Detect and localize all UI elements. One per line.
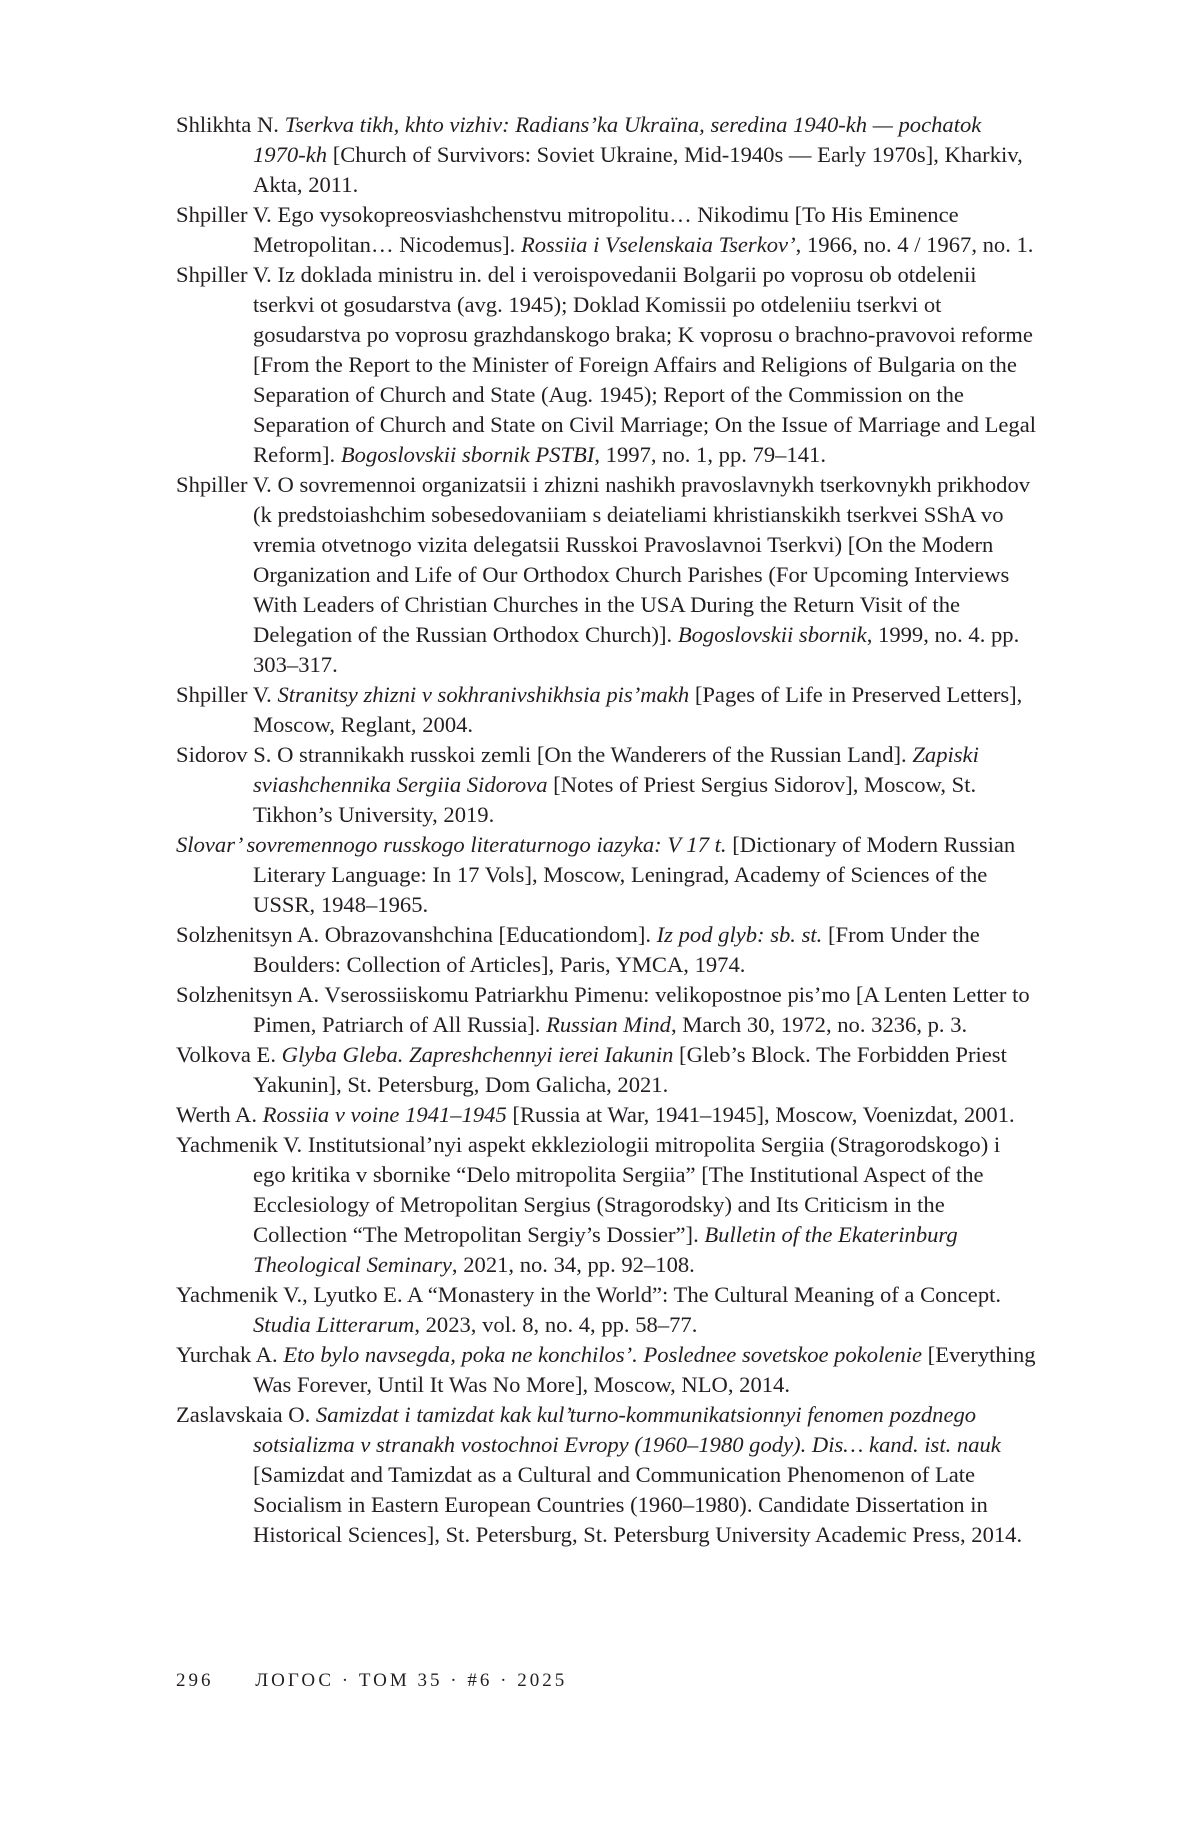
entry-text: [Notes of Priest Sergius Sidorov], Moscow, St. Tikhon’s University, 2019. [253, 772, 977, 827]
entry-title-italic: Samizdat i tamizdat kak kul’turno-kommunikatsionnyi fenomen pozdnego sotsializma v stranakh vostochnoi Evropy (1960–1980 gody). Dis… kand. ist. nauk [253, 1402, 1001, 1457]
bibliography-entry [176, 1040, 1036, 1100]
entry-text: [Church of Survivors: Soviet Ukraine, Mid-1940s — Early 1970s], Kharkiv, Akta, 2011. [253, 142, 1023, 197]
entry-title-italic: Russian Mind [546, 1012, 671, 1037]
entry-text: Werth A. [176, 1102, 263, 1127]
entry-title-italic: Bogoslovskii sbornik PSTBI [340, 442, 595, 467]
entry-text: Shpiller V. O sovremennoi organizatsii i zhizni nashikh pravoslavnykh tserkovnykh prikhodov (k predstoiashchim sobesedovaniiam s deiateliami khristianskikh tserkvei SShA vo vremia otvetnogo vizita delegatsii Russkoi Pravoslavnoi Tserkvi) [On the Modern Organization and Life of Our Orthodox Church Parishes (For Upcoming Interviews With Leaders of Christian Churches in the USA During the Return Visit of the Delegation of the Russian Orthodox Church)]. [176, 472, 1031, 647]
entry-title-italic: Tserkva tikh, khto vizhiv: Radians’ka Ukraïna, seredina 1940-kh — pochatok 1970-kh [253, 112, 982, 167]
entry-text: Solzhenitsyn A. Vserossiiskomu Patriarkhu Pimenu: velikopostnoe pis’mo [A Lenten Letter to Pimen, Patriarch of All Russia]. [176, 982, 1030, 1037]
entry-text: [Everything Was Forever, Until It Was No More], Moscow, NLO, 2014. [253, 1342, 1036, 1397]
bibliography-entry [176, 470, 1036, 680]
entry-title-italic: Slovar’ sovremennogo russkogo literaturnogo iazyka: V 17 t. [176, 832, 727, 857]
entry-text: [Russia at War, 1941–1945], Moscow, Voenizdat, 2001. [506, 1102, 1015, 1127]
entry-text: [From Under the Boulders: Collection of Articles], Paris, YMCA, 1974. [253, 922, 980, 977]
entry-title-italic: Zapiski sviashchennika Sergiia Sidorova [253, 742, 979, 797]
entry-title-italic: Glyba Gleba. Zapreshchennyi ierei Iakunin [281, 1042, 674, 1067]
entry-text: , 2021, no. 34, pp. 92–108. [451, 1252, 695, 1277]
entry-title-italic: Bogoslovskii sbornik [677, 622, 867, 647]
entry-title-italic: Eto bylo navsegda, poka ne konchilos’. Poslednee sovetskoe pokolenie [283, 1342, 923, 1367]
entry-text: [Gleb’s Block. The Forbidden Priest Yakunin], St. Petersburg, Dom Galicha, 2021. [253, 1042, 1007, 1097]
entry-text: Zaslavskaia O. [176, 1402, 316, 1427]
entry-title-italic: Rossiia v voine 1941–1945 [262, 1102, 507, 1127]
page-footer [176, 1670, 567, 1692]
bibliography-entry [176, 830, 1036, 920]
entry-text: Shlikhta N. [176, 112, 285, 137]
bibliography-entry [176, 920, 1036, 980]
entry-text: Yachmenik V. Institutsional’nyi aspekt ekkleziologii mitropolita Sergiia (Stragorodskogo) i ego kritika v sbornike “Delo mitropolita Sergiia” [The Institutional Aspect of the Ecclesiology of Metropolitan Sergius (Stragorodsky) and Its Criticism in the Collection “The Metropolitan Sergiy’s Dossier”]. [176, 1132, 1001, 1247]
bibliography-entry [176, 740, 1036, 830]
entry-text: [Dictionary of Modern Russian Literary Language: In 17 Vols], Moscow, Leningrad, Academy of Sciences of the USSR, 1948–1965. [253, 832, 1016, 917]
bibliography-entry [176, 200, 1036, 260]
bibliography-entry [176, 1400, 1036, 1550]
entry-text: , 2023, vol. 8, no. 4, pp. 58–77. [414, 1312, 698, 1337]
bibliography-entry [176, 1340, 1036, 1400]
entry-title-italic: Bulletin of the Ekaterinburg Theological Seminary [253, 1222, 958, 1277]
entry-title-italic: Stranitsy zhizni v sokhranivshikhsia pis’makh [277, 682, 690, 707]
bibliography-entry [176, 110, 1036, 200]
entry-text: Yurchak A. [176, 1342, 284, 1367]
bibliography-entry [176, 1100, 1036, 1130]
bibliography-entry [176, 1130, 1036, 1280]
bibliography-entry [176, 1280, 1036, 1340]
entry-text: , March 30, 1972, no. 3236, p. 3. [670, 1012, 968, 1037]
entry-text: Volkova E. [176, 1042, 282, 1067]
entry-title-italic: Rossiia i Vselenskaia Tserkov’ [520, 232, 796, 257]
entry-text: [Pages of Life in Preserved Letters], Moscow, Reglant, 2004. [253, 682, 1023, 737]
bibliography-list [176, 110, 1036, 1550]
entry-title-italic: Iz pod glyb: sb. st. [656, 922, 823, 947]
entry-text: Shpiller V. Iz doklada ministru in. del i veroispovedanii Bolgarii po voprosu ob otdelenii tserkvi ot gosudarstva (avg. 1945); Doklad Komissii po otdeleniiu tserkvi ot gosudarstva po voprosu grazhdanskogo braka; K voprosu o brachno-pravovoi reforme [From the Report to the Minister of Foreign Affairs and Religions of Bulgaria on the Separation of Church and State (Aug. 1945); Report of the Commission on the Separation of Church and State on Civil Marriage; On the Issue of Marriage and Legal Reform]. [176, 262, 1037, 467]
entry-text: , 1997, no. 1, pp. 79–141. [594, 442, 826, 467]
entry-text: Shpiller V. Ego vysokopreosviashchenstvu mitropolitu… Nikodimu [To His Eminence Metropolitan… Nicodemus]. [176, 202, 959, 257]
entry-text: Solzhenitsyn A. Obrazovanshchina [Educationdom]. [176, 922, 657, 947]
bibliography-entry [176, 680, 1036, 740]
entry-text: , 1966, no. 4 / 1967, no. 1. [795, 232, 1034, 257]
entry-text: [Samizdat and Tamizdat as a Cultural and Communication Phenomenon of Late Socialism in Eastern European Countries (1960–1980). Candidate Dissertation in Historical Sciences], St. Petersburg, St. Petersburg University Academic Press, 2014. [253, 1462, 1023, 1547]
entry-title-italic: Studia Litterarum [253, 1312, 415, 1337]
entry-text: Yachmenik V., Lyutko E. A “Monastery in the World”: The Cultural Meaning of a Concept. [176, 1282, 1002, 1307]
bibliography-entry [176, 260, 1036, 470]
entry-text: , 1999, no. 4. pp. 303–317. [253, 622, 1020, 677]
entry-text: Sidorov S. O strannikakh russkoi zemli [On the Wanderers of the Russian Land]. [176, 742, 913, 767]
page-number: 296 [176, 1670, 214, 1691]
entry-text: Shpiller V. [176, 682, 278, 707]
journal-info: ЛОГОС · ТОМ 35 · #6 · 2025 [255, 1670, 568, 1691]
bibliography-entry [176, 980, 1036, 1040]
